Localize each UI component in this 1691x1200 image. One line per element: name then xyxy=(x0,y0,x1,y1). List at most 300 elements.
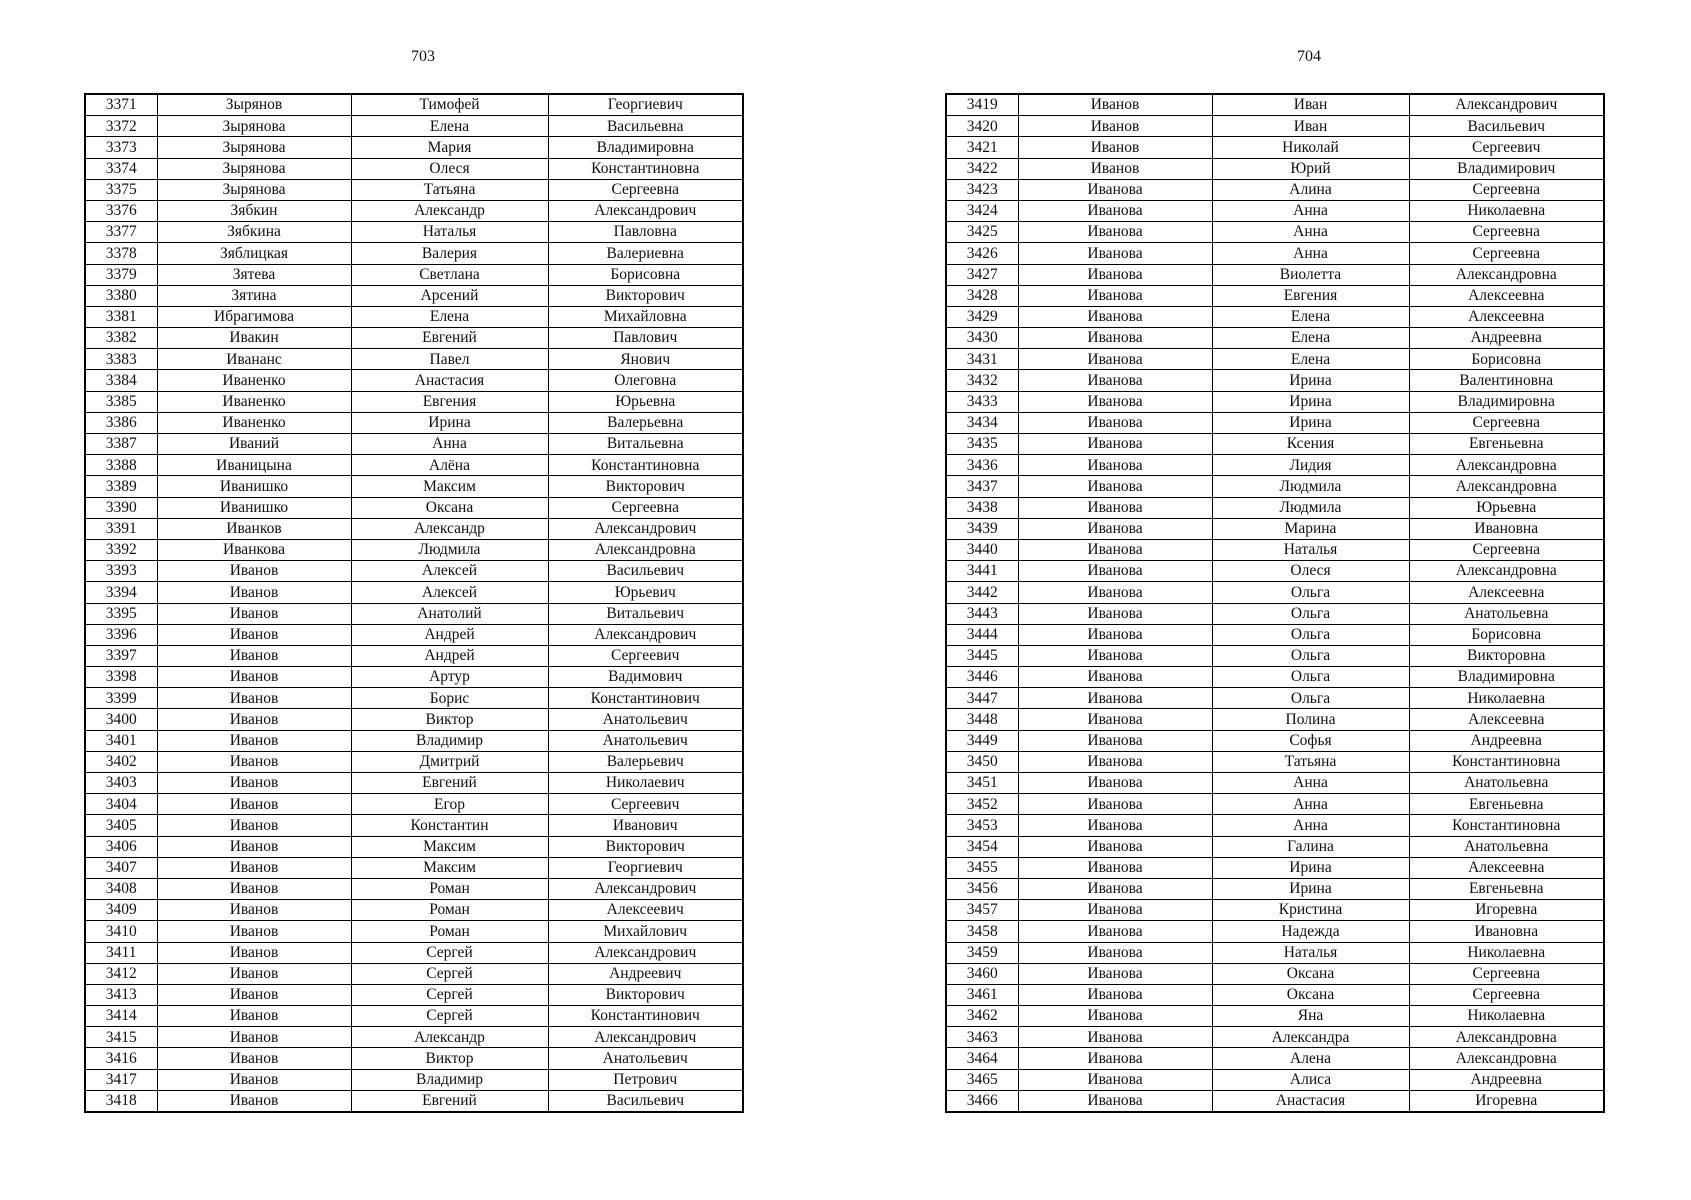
table-row xyxy=(946,518,1604,539)
first-name-cell: Надежда xyxy=(1212,921,1409,942)
table-row xyxy=(946,349,1604,370)
patronymic-cell: Васильевич xyxy=(548,1090,743,1112)
row-number-cell: 3432 xyxy=(946,370,1018,391)
row-number-cell: 3465 xyxy=(946,1069,1018,1090)
last-name-cell: Иваненко xyxy=(157,412,351,433)
first-name-cell: Ирина xyxy=(1212,857,1409,878)
row-number-cell: 3428 xyxy=(946,285,1018,306)
first-name-cell: Анатолий xyxy=(351,603,548,624)
first-name-cell: Алексей xyxy=(351,582,548,603)
patronymic-cell: Олеговна xyxy=(548,370,743,391)
patronymic-cell: Юрьевич xyxy=(548,582,743,603)
first-name-cell: Ольга xyxy=(1212,667,1409,688)
last-name-cell: Зырянов xyxy=(157,94,351,116)
table-row xyxy=(85,434,743,455)
patronymic-cell: Александрович xyxy=(548,878,743,899)
last-name-cell: Иванов xyxy=(157,963,351,984)
row-number-cell: 3385 xyxy=(85,391,157,412)
first-name-cell: Софья xyxy=(1212,730,1409,751)
patronymic-cell: Александрович xyxy=(1409,94,1604,116)
first-name-cell: Виктор xyxy=(351,1048,548,1069)
table-row xyxy=(946,179,1604,200)
last-name-cell: Ивакин xyxy=(157,328,351,349)
patronymic-cell: Евгеньевна xyxy=(1409,878,1604,899)
patronymic-cell: Сергеевна xyxy=(1409,179,1604,200)
row-number-cell: 3421 xyxy=(946,137,1018,158)
patronymic-cell: Сергеевич xyxy=(548,645,743,666)
patronymic-cell: Сергеевна xyxy=(548,179,743,200)
table-row xyxy=(946,645,1604,666)
patronymic-cell: Алексеевич xyxy=(548,900,743,921)
row-number-cell: 3418 xyxy=(85,1090,157,1112)
first-name-cell: Елена xyxy=(1212,328,1409,349)
row-number-cell: 3404 xyxy=(85,794,157,815)
page-left xyxy=(0,0,845,1200)
row-number-cell: 3425 xyxy=(946,222,1018,243)
table-row xyxy=(946,857,1604,878)
patronymic-cell: Игоревна xyxy=(1409,900,1604,921)
first-name-cell: Оксана xyxy=(351,497,548,518)
first-name-cell: Елена xyxy=(351,306,548,327)
row-number-cell: 3444 xyxy=(946,624,1018,645)
first-name-cell: Александр xyxy=(351,518,548,539)
table-row xyxy=(946,306,1604,327)
table-row xyxy=(85,1027,743,1048)
row-number-cell: 3392 xyxy=(85,539,157,560)
table-row xyxy=(946,1048,1604,1069)
row-number-cell: 3384 xyxy=(85,370,157,391)
first-name-cell: Елена xyxy=(351,116,548,137)
row-number-cell: 3398 xyxy=(85,667,157,688)
first-name-cell: Константин xyxy=(351,815,548,836)
patronymic-cell: Валерьевич xyxy=(548,751,743,772)
first-name-cell: Галина xyxy=(1212,836,1409,857)
first-name-cell: Андрей xyxy=(351,645,548,666)
last-name-cell: Иванова xyxy=(1018,200,1212,221)
row-number-cell: 3462 xyxy=(946,1006,1018,1027)
patronymic-cell: Васильевна xyxy=(548,116,743,137)
table-row xyxy=(946,116,1604,137)
table-row xyxy=(85,349,743,370)
first-name-cell: Иван xyxy=(1212,94,1409,116)
row-number-cell: 3439 xyxy=(946,518,1018,539)
last-name-cell: Иванова xyxy=(1018,476,1212,497)
row-number-cell: 3405 xyxy=(85,815,157,836)
row-number-cell: 3423 xyxy=(946,179,1018,200)
table-row xyxy=(946,497,1604,518)
last-name-cell: Иванова xyxy=(1018,1027,1212,1048)
row-number-cell: 3396 xyxy=(85,624,157,645)
table-row xyxy=(946,370,1604,391)
patronymic-cell: Васильевич xyxy=(548,561,743,582)
table-row xyxy=(946,667,1604,688)
patronymic-cell: Николаевна xyxy=(1409,200,1604,221)
table-row xyxy=(946,1027,1604,1048)
table-row xyxy=(85,497,743,518)
table-row xyxy=(946,984,1604,1005)
row-number-cell: 3409 xyxy=(85,900,157,921)
page-number: 703 xyxy=(411,48,435,65)
row-number-cell: 3408 xyxy=(85,878,157,899)
last-name-cell: Иванов xyxy=(157,836,351,857)
table-row xyxy=(85,963,743,984)
table-row xyxy=(85,773,743,794)
first-name-cell: Алиса xyxy=(1212,1069,1409,1090)
table-row xyxy=(85,624,743,645)
row-number-cell: 3451 xyxy=(946,773,1018,794)
row-number-cell: 3407 xyxy=(85,857,157,878)
table-row xyxy=(946,434,1604,455)
first-name-cell: Лидия xyxy=(1212,455,1409,476)
table-row xyxy=(85,794,743,815)
table-row xyxy=(85,667,743,688)
last-name-cell: Зятина xyxy=(157,285,351,306)
last-name-cell: Иванов xyxy=(157,1027,351,1048)
row-number-cell: 3386 xyxy=(85,412,157,433)
patronymic-cell: Вадимович xyxy=(548,667,743,688)
patronymic-cell: Алексеевна xyxy=(1409,709,1604,730)
row-number-cell: 3460 xyxy=(946,963,1018,984)
patronymic-cell: Анатольевич xyxy=(548,709,743,730)
patronymic-cell: Викторович xyxy=(548,836,743,857)
first-name-cell: Ирина xyxy=(1212,412,1409,433)
table-row xyxy=(946,561,1604,582)
row-number-cell: 3417 xyxy=(85,1069,157,1090)
last-name-cell: Иванова xyxy=(1018,412,1212,433)
patronymic-cell: Викторовна xyxy=(1409,645,1604,666)
last-name-cell: Иванова xyxy=(1018,963,1212,984)
last-name-cell: Иванов xyxy=(157,1090,351,1112)
first-name-cell: Ольга xyxy=(1212,603,1409,624)
patronymic-cell: Александровна xyxy=(1409,1048,1604,1069)
first-name-cell: Виолетта xyxy=(1212,264,1409,285)
table-row xyxy=(85,200,743,221)
last-name-cell: Иванов xyxy=(157,942,351,963)
table-row xyxy=(946,455,1604,476)
page-number: 704 xyxy=(1297,48,1321,65)
patronymic-cell: Алексеевна xyxy=(1409,285,1604,306)
first-name-cell: Евгения xyxy=(351,391,548,412)
row-number-cell: 3461 xyxy=(946,984,1018,1005)
patronymic-cell: Алексеевна xyxy=(1409,582,1604,603)
patronymic-cell: Борисовна xyxy=(1409,624,1604,645)
table-row xyxy=(946,391,1604,412)
first-name-cell: Евгений xyxy=(351,773,548,794)
first-name-cell: Александра xyxy=(1212,1027,1409,1048)
last-name-cell: Иванова xyxy=(1018,328,1212,349)
table-row xyxy=(946,921,1604,942)
first-name-cell: Наталья xyxy=(1212,539,1409,560)
row-number-cell: 3371 xyxy=(85,94,157,116)
row-number-cell: 3374 xyxy=(85,158,157,179)
patronymic-cell: Сергеевна xyxy=(1409,984,1604,1005)
patronymic-cell: Александрович xyxy=(548,942,743,963)
row-number-cell: 3441 xyxy=(946,561,1018,582)
first-name-cell: Полина xyxy=(1212,709,1409,730)
first-name-cell: Дмитрий xyxy=(351,751,548,772)
table-row xyxy=(946,94,1604,116)
last-name-cell: Иванова xyxy=(1018,645,1212,666)
row-number-cell: 3387 xyxy=(85,434,157,455)
row-number-cell: 3388 xyxy=(85,455,157,476)
table-row xyxy=(85,94,743,116)
first-name-cell: Александр xyxy=(351,200,548,221)
first-name-cell: Ольга xyxy=(1212,688,1409,709)
row-number-cell: 3446 xyxy=(946,667,1018,688)
first-name-cell: Александр xyxy=(351,1027,548,1048)
last-name-cell: Иванова xyxy=(1018,751,1212,772)
table-row xyxy=(85,857,743,878)
patronymic-cell: Александрович xyxy=(548,518,743,539)
table-row xyxy=(946,836,1604,857)
table-row xyxy=(946,603,1604,624)
patronymic-cell: Сергеевич xyxy=(1409,137,1604,158)
last-name-cell: Иванова xyxy=(1018,836,1212,857)
last-name-cell: Иванов xyxy=(157,1048,351,1069)
table-row xyxy=(85,412,743,433)
last-name-cell: Иванов xyxy=(1018,158,1212,179)
last-name-cell: Иванова xyxy=(1018,455,1212,476)
table-row xyxy=(946,730,1604,751)
patronymic-cell: Константинович xyxy=(548,1006,743,1027)
last-name-cell: Иванова xyxy=(1018,1090,1212,1112)
first-name-cell: Ирина xyxy=(1212,370,1409,391)
table-row xyxy=(85,645,743,666)
last-name-cell: Иванова xyxy=(1018,730,1212,751)
patronymic-cell: Николаевич xyxy=(548,773,743,794)
first-name-cell: Максим xyxy=(351,857,548,878)
first-name-cell: Людмила xyxy=(351,539,548,560)
last-name-cell: Иванов xyxy=(157,773,351,794)
last-name-cell: Зятева xyxy=(157,264,351,285)
last-name-cell: Иванов xyxy=(157,709,351,730)
row-number-cell: 3399 xyxy=(85,688,157,709)
last-name-cell: Ивананс xyxy=(157,349,351,370)
table-row xyxy=(946,815,1604,836)
patronymic-cell: Викторович xyxy=(548,984,743,1005)
first-name-cell: Людмила xyxy=(1212,497,1409,518)
table-row xyxy=(946,328,1604,349)
row-number-cell: 3452 xyxy=(946,794,1018,815)
row-number-cell: 3466 xyxy=(946,1090,1018,1112)
row-number-cell: 3453 xyxy=(946,815,1018,836)
table-row xyxy=(946,243,1604,264)
last-name-cell: Иванова xyxy=(1018,857,1212,878)
last-name-cell: Иванова xyxy=(1018,900,1212,921)
row-number-cell: 3415 xyxy=(85,1027,157,1048)
table-row xyxy=(85,815,743,836)
last-name-cell: Иванова xyxy=(1018,243,1212,264)
patronymic-cell: Александровна xyxy=(1409,455,1604,476)
patronymic-cell: Александрович xyxy=(548,200,743,221)
table-row xyxy=(946,412,1604,433)
patronymic-cell: Юрьевна xyxy=(1409,497,1604,518)
row-number-cell: 3450 xyxy=(946,751,1018,772)
table-row xyxy=(85,921,743,942)
last-name-cell: Иваненко xyxy=(157,370,351,391)
patronymic-cell: Константинович xyxy=(548,688,743,709)
row-number-cell: 3459 xyxy=(946,942,1018,963)
row-number-cell: 3389 xyxy=(85,476,157,497)
row-number-cell: 3400 xyxy=(85,709,157,730)
patronymic-cell: Николаевна xyxy=(1409,942,1604,963)
table-row xyxy=(85,328,743,349)
last-name-cell: Иванова xyxy=(1018,349,1212,370)
first-name-cell: Роман xyxy=(351,878,548,899)
first-name-cell: Роман xyxy=(351,900,548,921)
first-name-cell: Сергей xyxy=(351,963,548,984)
table-row xyxy=(946,1006,1604,1027)
last-name-cell: Иванкова xyxy=(157,539,351,560)
roster-table xyxy=(945,93,1605,1113)
last-name-cell: Иванова xyxy=(1018,539,1212,560)
table-row xyxy=(946,158,1604,179)
first-name-cell: Алена xyxy=(1212,1048,1409,1069)
last-name-cell: Иванов xyxy=(157,921,351,942)
last-name-cell: Иванова xyxy=(1018,984,1212,1005)
patronymic-cell: Игоревна xyxy=(1409,1090,1604,1112)
first-name-cell: Людмила xyxy=(1212,476,1409,497)
first-name-cell: Анна xyxy=(1212,773,1409,794)
first-name-cell: Ирина xyxy=(1212,878,1409,899)
last-name-cell: Иванова xyxy=(1018,878,1212,899)
first-name-cell: Юрий xyxy=(1212,158,1409,179)
row-number-cell: 3454 xyxy=(946,836,1018,857)
first-name-cell: Олеся xyxy=(351,158,548,179)
first-name-cell: Сергей xyxy=(351,1006,548,1027)
last-name-cell: Иванова xyxy=(1018,815,1212,836)
patronymic-cell: Валериевна xyxy=(548,243,743,264)
first-name-cell: Марина xyxy=(1212,518,1409,539)
patronymic-cell: Сергеевна xyxy=(548,497,743,518)
last-name-cell: Зырянова xyxy=(157,137,351,158)
patronymic-cell: Александровна xyxy=(1409,476,1604,497)
patronymic-cell: Анатольевна xyxy=(1409,836,1604,857)
patronymic-cell: Михайлович xyxy=(548,921,743,942)
row-number-cell: 3379 xyxy=(85,264,157,285)
patronymic-cell: Евгеньевна xyxy=(1409,434,1604,455)
last-name-cell: Иваницына xyxy=(157,455,351,476)
first-name-cell: Анна xyxy=(1212,815,1409,836)
last-name-cell: Иванов xyxy=(157,624,351,645)
patronymic-cell: Владимировна xyxy=(1409,391,1604,412)
last-name-cell: Иванова xyxy=(1018,582,1212,603)
row-number-cell: 3377 xyxy=(85,222,157,243)
patronymic-cell: Сергеевна xyxy=(1409,222,1604,243)
patronymic-cell: Ивановна xyxy=(1409,921,1604,942)
last-name-cell: Иванов xyxy=(157,561,351,582)
table-row xyxy=(85,582,743,603)
patronymic-cell: Витальевич xyxy=(548,603,743,624)
table-row xyxy=(946,624,1604,645)
row-number-cell: 3403 xyxy=(85,773,157,794)
patronymic-cell: Валентиновна xyxy=(1409,370,1604,391)
patronymic-cell: Александровна xyxy=(548,539,743,560)
patronymic-cell: Михайловна xyxy=(548,306,743,327)
last-name-cell: Иванов xyxy=(157,582,351,603)
table-row xyxy=(946,264,1604,285)
last-name-cell: Иванов xyxy=(157,603,351,624)
last-name-cell: Иванишко xyxy=(157,497,351,518)
row-number-cell: 3445 xyxy=(946,645,1018,666)
patronymic-cell: Сергеевич xyxy=(548,794,743,815)
first-name-cell: Алёна xyxy=(351,455,548,476)
table-row xyxy=(85,179,743,200)
table-row xyxy=(946,137,1604,158)
first-name-cell: Ольга xyxy=(1212,645,1409,666)
row-number-cell: 3442 xyxy=(946,582,1018,603)
last-name-cell: Иваний xyxy=(157,434,351,455)
table-row xyxy=(85,984,743,1005)
row-number-cell: 3383 xyxy=(85,349,157,370)
row-number-cell: 3411 xyxy=(85,942,157,963)
row-number-cell: 3391 xyxy=(85,518,157,539)
row-number-cell: 3376 xyxy=(85,200,157,221)
last-name-cell: Иванов xyxy=(157,984,351,1005)
first-name-cell: Иван xyxy=(1212,116,1409,137)
table-row xyxy=(946,963,1604,984)
first-name-cell: Наталья xyxy=(1212,942,1409,963)
row-number-cell: 3390 xyxy=(85,497,157,518)
patronymic-cell: Сергеевна xyxy=(1409,963,1604,984)
first-name-cell: Анна xyxy=(1212,794,1409,815)
table-row xyxy=(85,1069,743,1090)
table-row xyxy=(85,137,743,158)
first-name-cell: Анна xyxy=(1212,243,1409,264)
last-name-cell: Иванова xyxy=(1018,518,1212,539)
patronymic-cell: Андреевич xyxy=(548,963,743,984)
table-row xyxy=(85,116,743,137)
first-name-cell: Ирина xyxy=(1212,391,1409,412)
row-number-cell: 3434 xyxy=(946,412,1018,433)
patronymic-cell: Андреевна xyxy=(1409,1069,1604,1090)
patronymic-cell: Георгиевич xyxy=(548,857,743,878)
patronymic-cell: Георгиевич xyxy=(548,94,743,116)
row-number-cell: 3455 xyxy=(946,857,1018,878)
last-name-cell: Иванов xyxy=(157,645,351,666)
row-number-cell: 3422 xyxy=(946,158,1018,179)
patronymic-cell: Павловна xyxy=(548,222,743,243)
patronymic-cell: Евгеньевна xyxy=(1409,794,1604,815)
table-row xyxy=(85,1006,743,1027)
first-name-cell: Наталья xyxy=(351,222,548,243)
patronymic-cell: Сергеевна xyxy=(1409,539,1604,560)
last-name-cell: Иванков xyxy=(157,518,351,539)
table-row xyxy=(946,751,1604,772)
row-number-cell: 3414 xyxy=(85,1006,157,1027)
row-number-cell: 3413 xyxy=(85,984,157,1005)
first-name-cell: Анастасия xyxy=(1212,1090,1409,1112)
first-name-cell: Арсений xyxy=(351,285,548,306)
first-name-cell: Андрей xyxy=(351,624,548,645)
patronymic-cell: Викторович xyxy=(548,285,743,306)
row-number-cell: 3378 xyxy=(85,243,157,264)
last-name-cell: Иванова xyxy=(1018,773,1212,794)
table-row xyxy=(946,878,1604,899)
table-row xyxy=(946,476,1604,497)
first-name-cell: Анна xyxy=(1212,222,1409,243)
patronymic-cell: Андреевна xyxy=(1409,328,1604,349)
patronymic-cell: Константиновна xyxy=(1409,751,1604,772)
patronymic-cell: Сергеевна xyxy=(1409,412,1604,433)
first-name-cell: Олеся xyxy=(1212,561,1409,582)
first-name-cell: Татьяна xyxy=(351,179,548,200)
last-name-cell: Иванов xyxy=(157,878,351,899)
row-number-cell: 3447 xyxy=(946,688,1018,709)
last-name-cell: Иванова xyxy=(1018,179,1212,200)
last-name-cell: Иванова xyxy=(1018,285,1212,306)
last-name-cell: Иванова xyxy=(1018,391,1212,412)
